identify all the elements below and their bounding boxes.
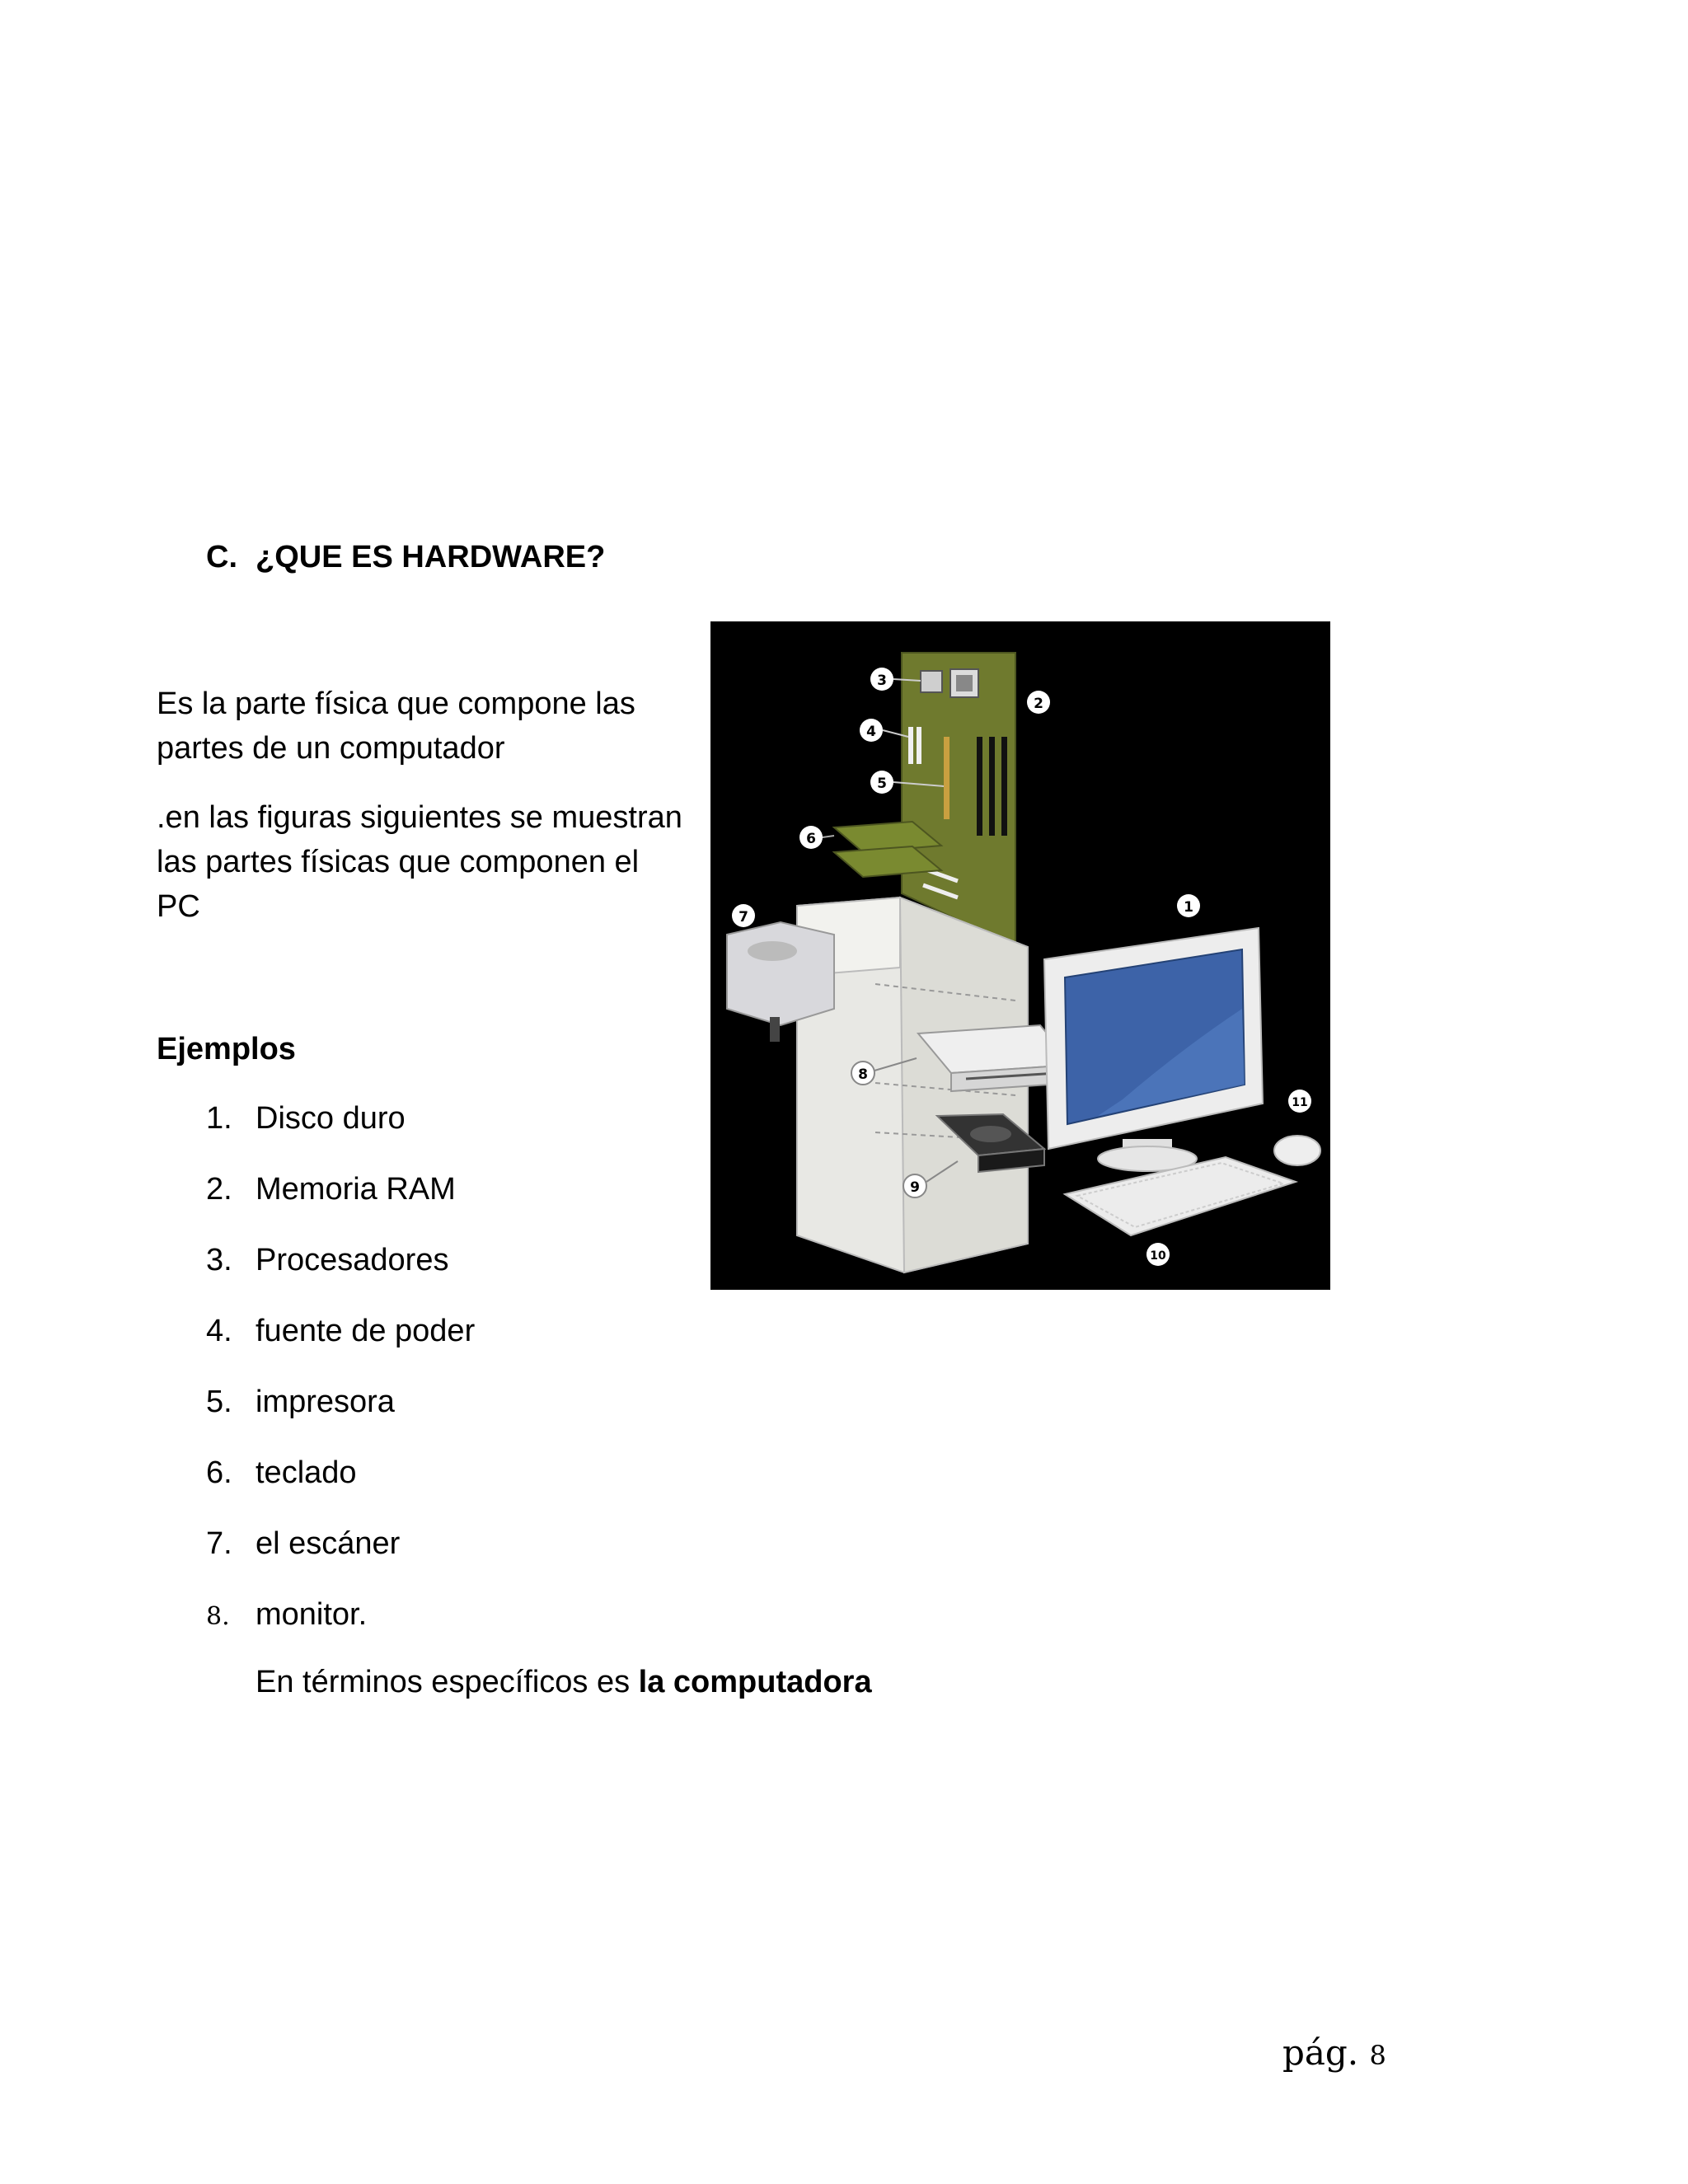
page-label: pág. xyxy=(1282,2032,1359,2073)
section-letter: C. xyxy=(206,540,237,574)
callout-7 xyxy=(732,904,755,927)
keyboard xyxy=(1065,1157,1296,1235)
svg-text:11: 11 xyxy=(1292,1096,1308,1109)
page-value: 8 xyxy=(1369,2040,1386,2071)
section-title-text: ¿QUE ES HARDWARE? xyxy=(256,540,606,574)
svg-text:5: 5 xyxy=(877,776,887,792)
page-number xyxy=(1282,2032,1386,2073)
closing-bold: la computadora xyxy=(638,1665,872,1699)
motherboard xyxy=(902,653,1015,947)
hardware-figure xyxy=(710,621,1330,1290)
exploded-pc-illustration xyxy=(710,621,1330,1290)
list-item: 4. fuente de poder xyxy=(206,1314,476,1348)
svg-text:6: 6 xyxy=(806,831,816,847)
list-item: 8. monitor. xyxy=(206,1597,368,1632)
list-item: 2. Memoria RAM xyxy=(206,1172,456,1207)
callout-2 xyxy=(1027,691,1050,714)
callout-1 xyxy=(1177,894,1200,917)
callout-6 xyxy=(799,826,823,849)
svg-text:4: 4 xyxy=(866,724,876,740)
svg-text:3: 3 xyxy=(877,673,887,689)
list-item: 7. el escáner xyxy=(206,1526,401,1561)
definition-paragraph: Es la parte física que compone las partes de un computador xyxy=(157,687,635,766)
callout-11 xyxy=(1288,1090,1311,1113)
svg-text:9: 9 xyxy=(910,1179,920,1196)
svg-text:8: 8 xyxy=(858,1066,868,1083)
figures-paragraph: .en las figuras siguientes se muestran las partes físicas que componen el PC xyxy=(157,800,682,924)
list-item: 5. impresora xyxy=(206,1385,395,1419)
examples-heading: Ejemplos xyxy=(157,1032,296,1066)
mouse xyxy=(1274,1136,1320,1165)
monitor xyxy=(1044,928,1263,1171)
section-title xyxy=(206,540,605,575)
list-item: 1. Disco duro xyxy=(206,1101,406,1136)
svg-text:1: 1 xyxy=(1184,899,1193,916)
closing-sentence: En términos específicos es la computadora xyxy=(256,1665,872,1699)
callout-10 xyxy=(1146,1243,1170,1266)
svg-text:7: 7 xyxy=(738,909,748,926)
list-item: 3. Procesadores xyxy=(206,1243,449,1277)
svg-text:10: 10 xyxy=(1150,1249,1166,1263)
list-item: 6. teclado xyxy=(206,1455,357,1490)
svg-text:2: 2 xyxy=(1034,696,1043,712)
